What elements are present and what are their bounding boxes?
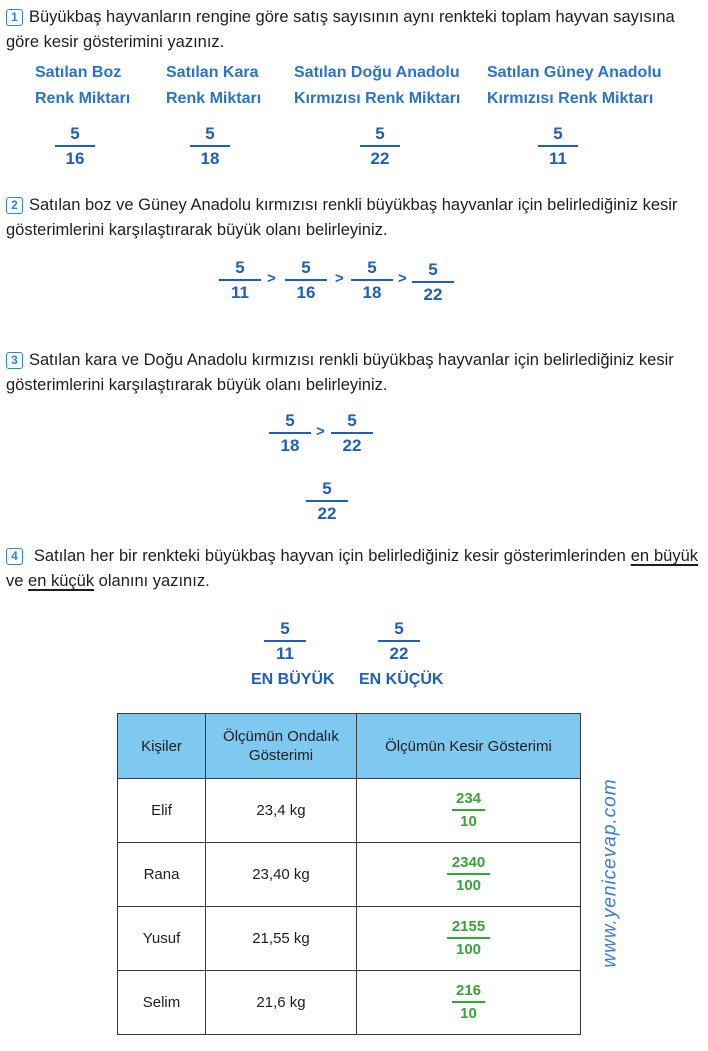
en-buyuk-label: EN BÜYÜK bbox=[251, 671, 335, 688]
fraction-numerator: 5 bbox=[367, 258, 377, 277]
q2-fraction-3 bbox=[351, 258, 393, 303]
watermark bbox=[596, 760, 626, 985]
fraction-bar bbox=[447, 873, 490, 875]
cell-decimal: 23,40 kg bbox=[206, 843, 357, 907]
fraction-denominator: 11 bbox=[231, 282, 249, 302]
question-4-text-part2: olanını yazınız. bbox=[98, 572, 210, 590]
question-2 bbox=[6, 193, 698, 243]
question-4 bbox=[6, 544, 698, 594]
header-kesir: Ölçümün Kesir Gösterimi bbox=[357, 714, 581, 779]
en-buyuk-word: en büyük bbox=[630, 547, 698, 565]
table-row bbox=[118, 779, 581, 843]
fraction-denominator: 11 bbox=[549, 148, 567, 168]
fraction-denominator: 10 bbox=[460, 812, 477, 830]
fraction-numerator: 5 bbox=[322, 479, 332, 498]
category-boz-line1: Satılan Boz bbox=[35, 64, 122, 81]
fraction-numerator: 5 bbox=[553, 124, 563, 143]
category-dogu-anadolu bbox=[294, 60, 460, 112]
fraction-bar bbox=[306, 500, 348, 502]
fraction-bar bbox=[538, 145, 578, 147]
cell-decimal: 23,4 kg bbox=[206, 779, 357, 843]
fraction-boz bbox=[55, 124, 95, 169]
fraction-dogu-anadolu bbox=[360, 124, 400, 169]
green-fraction bbox=[456, 790, 481, 831]
fraction-numerator: 5 bbox=[347, 411, 357, 430]
green-fraction bbox=[452, 918, 485, 959]
fraction-denominator: 22 bbox=[370, 148, 390, 168]
fraction-numerator: 5 bbox=[280, 619, 290, 638]
fraction-denominator: 100 bbox=[455, 876, 482, 894]
question-2-text: Satılan boz ve Güney Anadolu kırmızısı renkli büyükbaş hayvanlar için belirlediğiniz kesir gösterimlerini karşılaştırarak büyük olanı belirleyiniz. bbox=[6, 196, 678, 239]
fraction-denominator: 18 bbox=[362, 282, 382, 302]
connector-word: ve bbox=[6, 572, 24, 590]
cell-name: Yusuf bbox=[118, 907, 206, 971]
fraction-bar bbox=[412, 281, 454, 283]
fraction-denominator: 100 bbox=[455, 940, 482, 958]
largest-fraction bbox=[264, 619, 306, 664]
fraction-denominator: 18 bbox=[280, 435, 300, 455]
fraction-bar bbox=[360, 145, 400, 147]
en-kucuk-word: en küçük bbox=[28, 572, 95, 590]
smallest-fraction bbox=[378, 619, 420, 664]
fraction-bar bbox=[190, 145, 230, 147]
header-ondalik bbox=[206, 714, 357, 779]
measurement-table bbox=[117, 713, 581, 1035]
cell-decimal: 21,55 kg bbox=[206, 907, 357, 971]
fraction-bar bbox=[378, 640, 420, 642]
fraction-numerator: 5 bbox=[301, 258, 311, 277]
question-number-2: 2 bbox=[6, 197, 23, 214]
question-1-text: Büyükbaş hayvanların rengine göre satış sayısının aynı renkteki toplam hayvan sayısına göre kesir gösterimini yazınız. bbox=[6, 8, 675, 51]
table-row bbox=[118, 843, 581, 907]
category-dogu-line2: Kırmızısı Renk Miktarı bbox=[294, 90, 461, 107]
fraction-bar bbox=[452, 1001, 485, 1003]
q3-fraction-2 bbox=[331, 411, 373, 456]
header-ondalik-text: Ölçümün Ondalık Gösterimi bbox=[223, 728, 339, 764]
question-3 bbox=[6, 348, 698, 398]
header-kisiler: Kişiler bbox=[118, 714, 206, 779]
fraction-numerator: 5 bbox=[235, 258, 245, 277]
fraction-kara bbox=[190, 124, 230, 169]
fraction-numerator: 2155 bbox=[451, 918, 486, 936]
question-number-3: 3 bbox=[6, 352, 23, 369]
q3-answer-fraction bbox=[306, 479, 348, 524]
category-guney-line2: Kırmızısı Renk Miktarı bbox=[487, 90, 654, 107]
fraction-bar bbox=[55, 145, 95, 147]
green-fraction bbox=[456, 982, 481, 1023]
fraction-denominator: 22 bbox=[389, 643, 409, 663]
q2-fraction-1 bbox=[219, 258, 261, 303]
table-header-row bbox=[118, 714, 581, 779]
cell-decimal: 21,6 kg bbox=[206, 971, 357, 1035]
fraction-guney-anadolu bbox=[538, 124, 578, 169]
fraction-denominator: 18 bbox=[200, 148, 220, 168]
fraction-numerator: 5 bbox=[394, 619, 404, 638]
question-3-text: Satılan kara ve Doğu Anadolu kırmızısı renkli büyükbaş hayvanlar için belirlediğiniz kesir gösterimlerini karşılaştırarak büyük olanı belirleyiniz. bbox=[6, 351, 674, 394]
q3-fraction-1 bbox=[269, 411, 311, 456]
cell-fraction bbox=[357, 843, 581, 907]
table-row bbox=[118, 971, 581, 1035]
fraction-numerator: 5 bbox=[205, 124, 215, 143]
cell-fraction bbox=[357, 907, 581, 971]
cell-name: Elif bbox=[118, 779, 206, 843]
fraction-numerator: 5 bbox=[70, 124, 80, 143]
fraction-denominator: 22 bbox=[317, 503, 337, 523]
fraction-bar bbox=[219, 279, 261, 281]
q2-fraction-2 bbox=[285, 258, 327, 303]
fraction-bar bbox=[351, 279, 393, 281]
fraction-bar bbox=[331, 432, 373, 434]
watermark-text: www.yenicevap.com bbox=[600, 777, 621, 968]
green-fraction bbox=[452, 854, 485, 895]
question-number-4: 4 bbox=[6, 548, 23, 565]
q2-fraction-4 bbox=[412, 260, 454, 305]
greater-than-symbol: > bbox=[316, 423, 325, 440]
fraction-bar bbox=[269, 432, 311, 434]
category-guney-anadolu bbox=[487, 60, 662, 112]
fraction-numerator: 2340 bbox=[451, 854, 486, 872]
fraction-bar bbox=[447, 937, 490, 939]
question-number-1: 1 bbox=[6, 9, 23, 26]
fraction-numerator: 5 bbox=[428, 260, 438, 279]
fraction-denominator: 16 bbox=[296, 282, 316, 302]
fraction-denominator: 11 bbox=[276, 643, 294, 663]
fraction-denominator: 16 bbox=[65, 148, 85, 168]
category-guney-line1: Satılan Güney Anadolu bbox=[487, 64, 662, 81]
cell-name: Selim bbox=[118, 971, 206, 1035]
fraction-numerator: 216 bbox=[455, 982, 482, 1000]
fraction-bar bbox=[285, 279, 327, 281]
greater-than-symbol: > bbox=[267, 270, 276, 287]
category-boz-line2: Renk Miktarı bbox=[35, 90, 131, 107]
category-kara bbox=[166, 60, 261, 112]
fraction-numerator: 5 bbox=[375, 124, 385, 143]
question-1 bbox=[6, 5, 698, 55]
category-kara-line1: Satılan Kara bbox=[166, 64, 259, 81]
greater-than-symbol: > bbox=[398, 270, 407, 287]
cell-fraction bbox=[357, 779, 581, 843]
fraction-numerator: 234 bbox=[455, 790, 482, 808]
cell-name: Rana bbox=[118, 843, 206, 907]
fraction-denominator: 22 bbox=[342, 435, 362, 455]
question-4-text-part1: Satılan her bir renkteki büyükbaş hayvan için belirlediğiniz kesir gösterimlerinden bbox=[33, 547, 626, 565]
fraction-denominator: 22 bbox=[423, 284, 443, 304]
fraction-bar bbox=[452, 809, 485, 811]
fraction-numerator: 5 bbox=[285, 411, 295, 430]
category-dogu-line1: Satılan Doğu Anadolu bbox=[294, 64, 460, 81]
table-row bbox=[118, 907, 581, 971]
cell-fraction bbox=[357, 971, 581, 1035]
category-boz bbox=[35, 60, 130, 112]
category-kara-line2: Renk Miktarı bbox=[166, 90, 262, 107]
fraction-bar bbox=[264, 640, 306, 642]
greater-than-symbol: > bbox=[335, 270, 344, 287]
fraction-denominator: 10 bbox=[460, 1004, 477, 1022]
en-kucuk-label: EN KÜÇÜK bbox=[359, 671, 444, 688]
